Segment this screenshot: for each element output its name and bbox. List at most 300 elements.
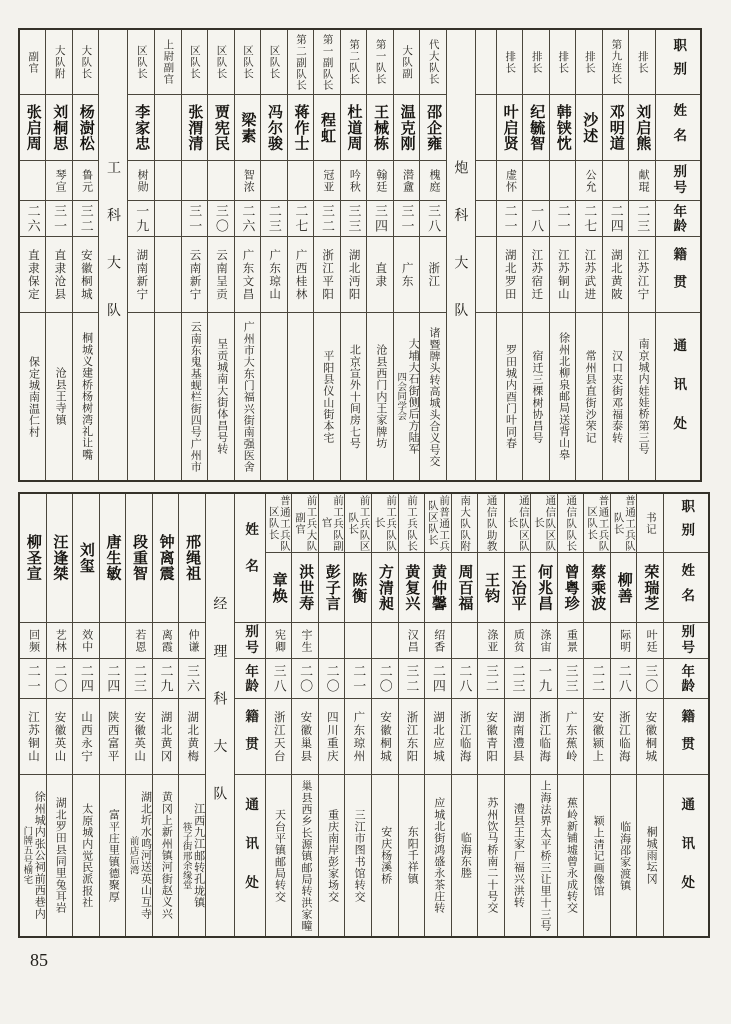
alias-text: 涤宙 <box>538 628 551 653</box>
address-cell <box>266 774 292 936</box>
person-name: 梁素 <box>239 111 257 144</box>
alias-cell <box>319 622 345 658</box>
origin-text: 安徽英山 <box>53 710 66 763</box>
person-name: 杨澍松 <box>77 103 95 152</box>
address-wrap <box>432 797 444 914</box>
origin-text: 江苏铜山 <box>556 248 569 301</box>
person-column <box>340 30 367 480</box>
header-text: 职别 <box>679 499 695 547</box>
address-wrap <box>405 826 417 884</box>
position-cell <box>399 494 425 552</box>
origin-cell <box>584 698 610 774</box>
person-name: 蔡乘波 <box>589 563 607 612</box>
address-text: 颍上清记画像馆 <box>592 814 605 897</box>
address-text: 诸暨牌头转高城头合义号交 <box>427 326 440 467</box>
age-text: 三二 <box>78 203 94 234</box>
position-cell <box>611 494 637 552</box>
person-name: 程虹 <box>319 111 337 144</box>
address-wrap <box>326 809 338 902</box>
header-text: 年龄 <box>671 203 687 234</box>
alias-cell <box>288 160 314 200</box>
position-text: 排长 <box>583 50 596 74</box>
person-name: 段重智 <box>131 534 149 582</box>
address-cell <box>531 774 557 936</box>
header-text: 年龄 <box>679 663 695 694</box>
alias-text: 宪卿 <box>273 628 286 653</box>
alias-cell <box>46 160 72 200</box>
origin-cell <box>292 698 318 774</box>
address-wrap <box>27 356 39 438</box>
position-cell <box>478 494 504 552</box>
origin-text: 浙江 <box>427 261 440 288</box>
person-column <box>575 30 602 480</box>
name-cell <box>288 94 314 160</box>
address-text: 重庆南岸彭家场交 <box>326 808 339 903</box>
address-wrap <box>610 350 622 443</box>
person-name: 钟离震 <box>157 534 175 582</box>
address-wrap <box>379 826 391 884</box>
alias-cell <box>420 160 446 200</box>
age-cell <box>179 658 205 698</box>
age-cell <box>261 200 287 236</box>
person-name: 杜道周 <box>345 103 363 152</box>
origin-text: 广东 <box>400 261 413 288</box>
origin-text: 广东琼山 <box>268 248 281 301</box>
person-name: 贾宪民 <box>212 103 230 152</box>
person-name: 张启周 <box>24 103 42 152</box>
header-text: 通讯处 <box>679 796 695 915</box>
alias-cell <box>603 160 629 200</box>
age-text: 三二 <box>319 203 335 234</box>
age-cell <box>425 658 451 698</box>
position-text: 大队长 <box>80 44 93 80</box>
name-cell <box>629 94 655 160</box>
person-column <box>125 494 152 936</box>
alias-cell <box>182 160 208 200</box>
person-name: 邵企雍 <box>425 103 443 152</box>
header-cell <box>664 494 708 552</box>
address-wrap <box>348 344 360 449</box>
origin-cell <box>128 236 154 312</box>
address-text: 东阳千祥镇 <box>406 826 419 885</box>
origin-cell <box>179 698 205 774</box>
name-cell <box>235 94 261 160</box>
person-column <box>234 30 261 480</box>
origin-cell <box>266 698 292 774</box>
origin-cell <box>523 236 549 312</box>
person-column <box>20 30 46 480</box>
header-cell <box>235 622 265 658</box>
address-cell <box>341 312 367 480</box>
age-cell <box>531 658 557 698</box>
age-text: 二七 <box>293 203 309 234</box>
name-cell <box>523 94 549 160</box>
address-wrap <box>427 327 439 467</box>
empty-cell <box>476 236 496 312</box>
name-cell <box>584 552 610 622</box>
age-cell <box>266 658 292 698</box>
origin-text: 浙江天台 <box>272 710 285 763</box>
address-text: 平阳县仪山街本宅 <box>321 349 334 444</box>
position-cell <box>155 30 181 94</box>
person-column <box>371 494 398 936</box>
alias-text: 冠亚 <box>321 168 334 193</box>
header-text: 姓名 <box>671 102 687 153</box>
person-name: 黄仲馨 <box>429 563 447 612</box>
name-cell <box>100 494 126 622</box>
person-column <box>610 494 637 936</box>
alias-cell <box>558 622 584 658</box>
person-name: 邓明道 <box>607 103 625 152</box>
address-wrap <box>188 321 200 473</box>
header-text: 别号 <box>243 624 259 657</box>
position-cell <box>182 30 208 94</box>
position-cell <box>292 494 318 552</box>
person-column <box>366 30 393 480</box>
position-text: 前工兵大队副官 <box>294 494 318 552</box>
address-cell <box>235 312 261 480</box>
origin-text: 江苏武进 <box>583 248 596 301</box>
person-column <box>628 30 655 480</box>
position-cell <box>367 30 393 94</box>
position-text: 第一队长 <box>374 39 387 85</box>
position-text: 普通工兵队队长 <box>612 494 636 552</box>
origin-cell <box>73 698 99 774</box>
position-text: 前工兵队队长 <box>373 494 398 552</box>
alias-text: 槐庭 <box>427 168 440 193</box>
age-cell <box>182 200 208 236</box>
address-cell <box>288 312 314 480</box>
address-cell <box>47 774 73 936</box>
position-text: 排长 <box>557 50 570 74</box>
name-cell <box>372 552 398 622</box>
address-wrap <box>591 815 603 897</box>
name-cell <box>208 94 234 160</box>
person-name: 蒋作士 <box>292 103 310 152</box>
origin-text: 湖北黄陂 <box>609 248 622 301</box>
person-column <box>398 494 425 936</box>
person-name: 黄复兴 <box>403 563 421 612</box>
address-wrap <box>160 791 172 919</box>
name-cell <box>611 552 637 622</box>
alias-cell <box>261 160 287 200</box>
address-text: 江西九江邮转孔垅镇 <box>192 803 205 908</box>
header-text: 别号 <box>671 164 687 197</box>
person-name: 刘启熊 <box>634 103 652 152</box>
header-text: 年龄 <box>243 663 259 694</box>
position-text: 第二副队长 <box>295 33 308 91</box>
name-cell <box>155 94 181 160</box>
origin-cell <box>46 236 72 312</box>
header-text: 籍贯 <box>243 708 259 765</box>
address-text: 桐城雨坛冈 <box>645 826 658 885</box>
age-text: 三四 <box>373 203 388 234</box>
alias-text: 公允 <box>584 168 597 193</box>
origin-cell <box>399 698 425 774</box>
address-wrap <box>512 803 524 908</box>
header-cell <box>656 200 700 236</box>
address-text: 沧县西门内王家牌坊 <box>374 344 387 449</box>
age-text: 三一 <box>187 203 203 234</box>
age-cell <box>523 200 549 236</box>
name-cell <box>420 94 446 160</box>
group-label-text: 炮科大队 <box>453 159 470 351</box>
age-text: 三一 <box>399 203 415 234</box>
alias-cell <box>128 160 154 200</box>
address-text: 安庆杨溪桥 <box>379 826 392 885</box>
position-text: 区队长 <box>215 44 228 80</box>
name-cell <box>637 552 663 622</box>
alias-cell <box>73 622 99 658</box>
alias-text: 涤亚 <box>485 628 498 653</box>
origin-text: 湖北黄梅 <box>186 710 199 763</box>
address-text: 应城北街鸿盛永茶庄转 <box>432 797 445 914</box>
position-cell <box>345 494 371 552</box>
age-text: 二一 <box>502 203 518 234</box>
person-name: 王钧 <box>483 571 501 604</box>
origin-text: 江苏铜山 <box>26 710 39 763</box>
header-column <box>655 30 700 480</box>
group-label-cell <box>206 494 234 936</box>
alias-cell <box>266 622 292 658</box>
address-wrap <box>557 332 569 460</box>
top-table <box>18 28 702 482</box>
address-text: 巢县西乡长源镇邮局转洪家疃 <box>300 779 313 932</box>
origin-cell <box>319 698 345 774</box>
address-wrap <box>106 809 118 902</box>
address-text: 徐州城内张公祠前西巷内 <box>33 791 46 920</box>
person-column <box>127 30 154 480</box>
name-cell <box>179 494 205 622</box>
address-text: 苏州饮马桥南二十号交 <box>485 797 498 914</box>
address-wrap <box>273 809 285 902</box>
name-cell <box>576 94 602 160</box>
person-name: 唐生敏 <box>104 534 122 582</box>
person-column <box>178 494 205 936</box>
name-cell <box>394 94 420 160</box>
origin-text: 广东琼州 <box>352 710 365 763</box>
header-cell <box>235 698 265 774</box>
person-name: 彭子言 <box>323 563 341 612</box>
alias-cell <box>478 622 504 658</box>
person-column <box>451 494 478 936</box>
person-column <box>424 494 451 936</box>
age-text: 二六 <box>240 203 256 234</box>
position-text: 前工兵队长 <box>405 494 418 552</box>
address-cell <box>208 312 234 480</box>
age-text: 二三 <box>510 663 526 694</box>
age-text: 一八 <box>529 203 545 234</box>
address-cell <box>550 312 576 480</box>
origin-cell <box>478 698 504 774</box>
name-cell <box>603 94 629 160</box>
name-cell <box>73 94 99 160</box>
alias-cell <box>584 622 610 658</box>
alias-cell <box>153 622 179 658</box>
position-text: 排长 <box>504 50 517 74</box>
position-text: 代大队长 <box>427 39 440 85</box>
person-column <box>72 30 99 480</box>
origin-cell <box>288 236 314 312</box>
origin-cell <box>420 236 446 312</box>
origin-text: 浙江临海 <box>538 710 551 763</box>
age-text: 三三 <box>563 663 579 694</box>
age-text: 二一 <box>555 203 571 234</box>
position-cell <box>637 494 663 552</box>
person-name: 李家忠 <box>133 103 151 152</box>
alias-cell <box>425 622 451 658</box>
label-column <box>98 30 127 480</box>
age-text: 二〇 <box>52 663 68 694</box>
age-text: 二四 <box>430 663 446 694</box>
origin-cell <box>576 236 602 312</box>
origin-text: 安徽桐城 <box>644 710 657 763</box>
origin-cell <box>235 236 261 312</box>
person-name: 韩铗忱 <box>554 103 572 152</box>
address-cell <box>629 312 655 480</box>
person-name: 刘玺 <box>77 542 95 574</box>
age-text: 二八 <box>457 663 473 694</box>
age-text: 二二 <box>590 663 606 694</box>
alias-cell <box>155 160 181 200</box>
person-name: 周百福 <box>456 563 474 612</box>
origin-cell <box>611 698 637 774</box>
name-cell <box>497 94 523 160</box>
person-column <box>99 494 126 936</box>
origin-cell <box>261 236 287 312</box>
position-cell <box>319 494 345 552</box>
address-cell <box>505 774 531 936</box>
alias-text: 汉昌 <box>406 628 419 653</box>
origin-text: 广西桂林 <box>294 248 307 301</box>
origin-text: 安徽桐城 <box>79 248 92 301</box>
header-cell <box>656 236 700 312</box>
alias-text: 翰廷 <box>374 168 387 193</box>
age-cell <box>20 200 46 236</box>
label-column <box>205 494 234 936</box>
position-cell <box>20 30 46 94</box>
person-column <box>344 494 371 936</box>
alias-text: 艺林 <box>54 628 67 653</box>
address-wrap <box>299 780 311 932</box>
person-column <box>72 494 99 936</box>
age-cell <box>478 658 504 698</box>
alias-text: 回频 <box>27 628 40 653</box>
address-text: 湖北罗田县同里兔耳岩 <box>54 797 67 914</box>
origin-text: 直隶沧县 <box>53 248 66 301</box>
address-wrap <box>53 367 65 425</box>
age-text: 二四 <box>78 663 94 694</box>
person-name: 曾粤珍 <box>562 563 580 612</box>
origin-text: 湖北罗田 <box>503 248 516 301</box>
age-text: 三三 <box>346 203 362 234</box>
alias-cell <box>637 622 663 658</box>
name-cell <box>314 94 340 160</box>
person-column <box>530 494 557 936</box>
address-text: 沧县王寺镇 <box>54 367 67 426</box>
origin-cell <box>372 698 398 774</box>
address-text: 桐城义建桥杨树湾礼让嘴 <box>80 332 93 461</box>
person-column <box>20 494 46 936</box>
position-text: 排长 <box>636 50 649 74</box>
address-wrap <box>530 350 542 443</box>
person-name: 洪世寿 <box>297 563 315 612</box>
position-cell <box>128 30 154 94</box>
person-name: 王械栋 <box>372 103 390 152</box>
alias-cell <box>367 160 393 200</box>
origin-text: 山西永宁 <box>80 710 93 763</box>
position-cell <box>288 30 314 94</box>
person-column <box>636 494 663 936</box>
group-label-cell <box>447 30 475 480</box>
alias-cell <box>497 160 523 200</box>
person-name: 邢绳祖 <box>184 534 202 582</box>
age-cell <box>603 200 629 236</box>
position-text: 前工兵队区队长 <box>347 494 371 552</box>
address-cell <box>399 774 425 936</box>
header-cell <box>664 774 708 936</box>
position-text: 大队附 <box>53 44 66 80</box>
name-cell <box>20 494 46 622</box>
age-cell <box>292 658 318 698</box>
age-cell <box>235 200 261 236</box>
alias-text: 离霞 <box>160 628 173 653</box>
header-cell <box>656 30 700 94</box>
position-cell <box>394 30 420 94</box>
person-column <box>522 30 549 480</box>
position-text: 第九连长 <box>610 39 623 85</box>
age-text: 二〇 <box>324 663 340 694</box>
age-cell <box>629 200 655 236</box>
age-cell <box>558 658 584 698</box>
person-name: 沙述 <box>581 111 599 144</box>
age-cell <box>345 658 371 698</box>
name-cell <box>47 494 73 622</box>
age-cell <box>394 200 420 236</box>
position-text: 区队长 <box>188 44 201 80</box>
origin-cell <box>208 236 234 312</box>
address-text: 蕉岭新铺墟曾永成转交 <box>565 797 578 914</box>
address-cell <box>73 312 99 480</box>
age-text: 二三 <box>131 663 147 694</box>
age-cell <box>399 658 425 698</box>
address-note-text: 门牌五号椾宅 <box>21 826 33 885</box>
alias-cell <box>399 622 425 658</box>
origin-cell <box>153 698 179 774</box>
name-cell <box>550 94 576 160</box>
address-wrap <box>538 780 550 932</box>
address-cell <box>153 774 179 936</box>
address-wrap <box>504 344 516 449</box>
age-text: 三一 <box>52 203 68 234</box>
name-cell <box>46 94 72 160</box>
age-text: 二九 <box>158 663 174 694</box>
position-cell <box>523 30 549 94</box>
address-text: 临海东塍 <box>459 832 472 879</box>
age-text: 二三 <box>266 203 282 234</box>
age-cell <box>367 200 393 236</box>
address-text: 富平庄里镇德聚厚 <box>107 808 120 903</box>
origin-text: 湖南新宁 <box>135 248 148 301</box>
age-text: 二七 <box>582 203 598 234</box>
address-cell <box>179 774 205 936</box>
alias-text: 树勋 <box>136 168 149 193</box>
alias-text: 重景 <box>565 628 578 653</box>
age-cell <box>73 658 99 698</box>
origin-text: 江苏宿迁 <box>530 248 543 301</box>
origin-text: 安徽青阳 <box>485 710 498 763</box>
header-text: 姓名 <box>243 521 259 595</box>
